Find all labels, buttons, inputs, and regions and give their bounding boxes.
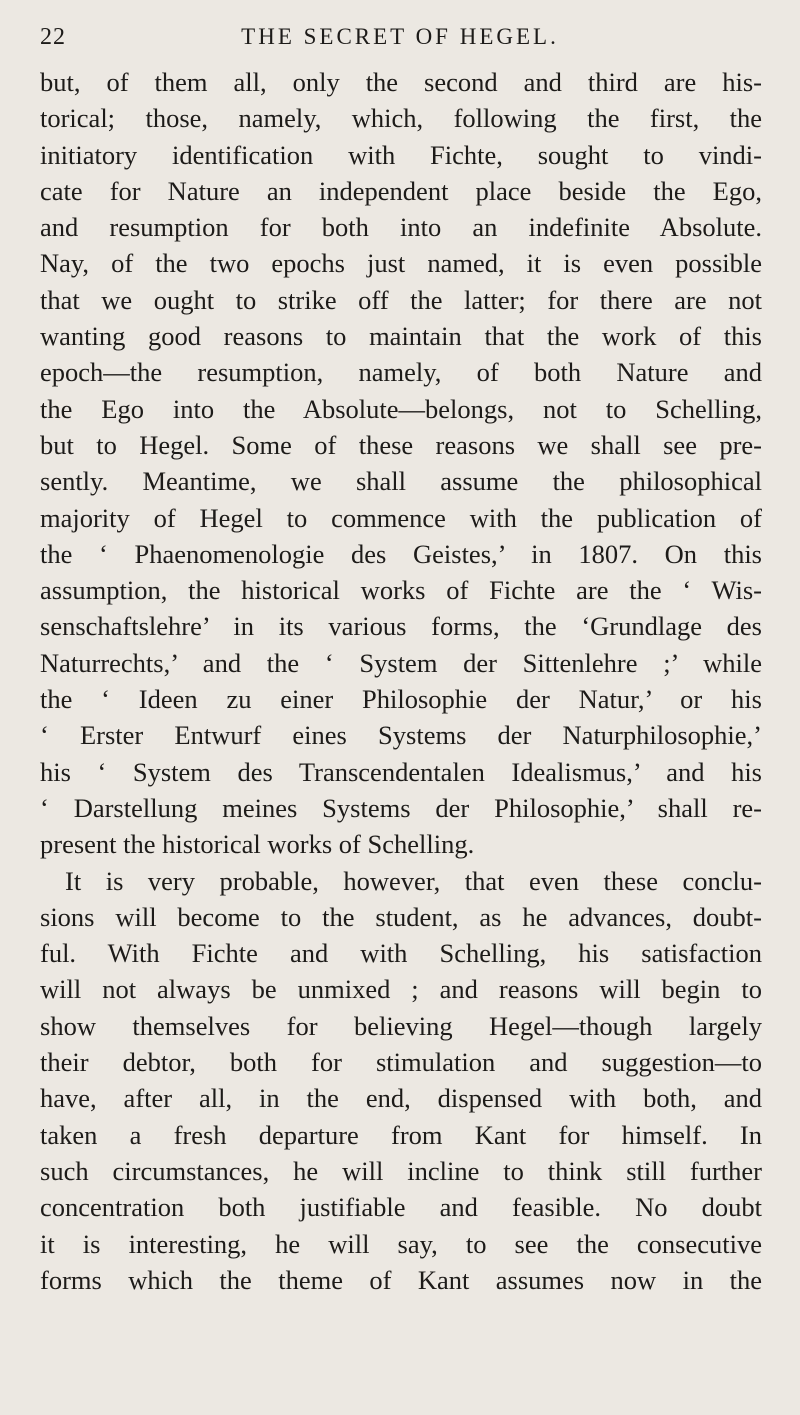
text-line: majority of Hegel to commence with the publication of (40, 502, 762, 533)
text-line: Nay, of the two epochs just named, it is even possible (40, 248, 762, 279)
text-line: but, of them all, only the second and third are his- (40, 67, 762, 97)
text-line: his ‘ System des Transcendentalen Idealismus,’ and his (40, 756, 762, 787)
text-line: the ‘ Phaenomenologie des Geistes,’ in 1807. On this (40, 538, 762, 569)
text-line: their debtor, both for stimulation and suggestion—to (40, 1047, 762, 1078)
text-line: concentration both justifiable and feasible. No doubt (40, 1192, 762, 1223)
text-line: sions will become to the student, as he advances, doubt- (40, 901, 762, 932)
text-line: will not always be unmixed ; and reasons will begin to (40, 974, 762, 1005)
text-line: it is interesting, he will say, to see the consecutive (40, 1228, 762, 1259)
text-line: torical; those, namely, which, following the first, the (40, 103, 762, 134)
text-line: ‘ Erster Entwurf eines Systems der Naturphilosophie,’ (40, 720, 762, 751)
text-line: assumption, the historical works of Fichte are the ‘ Wis- (40, 575, 762, 606)
text-line: epoch—the resumption, namely, of both Nature and (40, 357, 762, 388)
text-line: wanting good reasons to maintain that the work of this (40, 321, 762, 352)
text-line: the Ego into the Absolute—belongs, not to Schelling, (40, 393, 762, 424)
text-line: cate for Nature an independent place beside the Ego, (40, 175, 762, 206)
text-line: sently. Meantime, we shall assume the philosophical (40, 466, 762, 497)
text-line-paragraph-end: present the historical works of Schelling. (40, 829, 475, 860)
text-line: that we ought to strike off the latter; for there are not (40, 284, 762, 315)
text-line: initiatory identification with Fichte, sought to vindi- (40, 139, 762, 170)
text-line: senschaftslehre’ in its various forms, the ‘Grundlage des (40, 611, 762, 642)
text-line: Naturrechts,’ and the ‘ System der Sittenlehre ;’ while (40, 647, 762, 678)
text-line: but to Hegel. Some of these reasons we shall see pre- (40, 429, 762, 460)
text-line: and resumption for both into an indefinite Absolute. (40, 212, 762, 243)
body-text (40, 64, 762, 1298)
running-title: THE SECRET OF HEGEL. (241, 24, 559, 49)
text-line: have, after all, in the end, dispensed with both, and (40, 1083, 762, 1114)
text-line: show themselves for believing Hegel—though largely (40, 1010, 762, 1041)
running-head (40, 18, 760, 54)
text-line: ‘ Darstellung meines Systems der Philosophie,’ shall re- (40, 792, 762, 823)
text-line: such circumstances, he will incline to think still further (40, 1155, 762, 1186)
text-line: ful. With Fichte and with Schelling, his satisfaction (40, 938, 762, 969)
text-line: forms which the theme of Kant assumes now in the (40, 1264, 762, 1295)
text-line-paragraph-start: It is very probable, however, that even these conclu- (65, 865, 762, 896)
text-line: the ‘ Ideen zu einer Philosophie der Natur,’ or his (40, 684, 762, 715)
text-line: taken a fresh departure from Kant for himself. In (40, 1119, 762, 1150)
page-number: 22 (40, 24, 66, 50)
